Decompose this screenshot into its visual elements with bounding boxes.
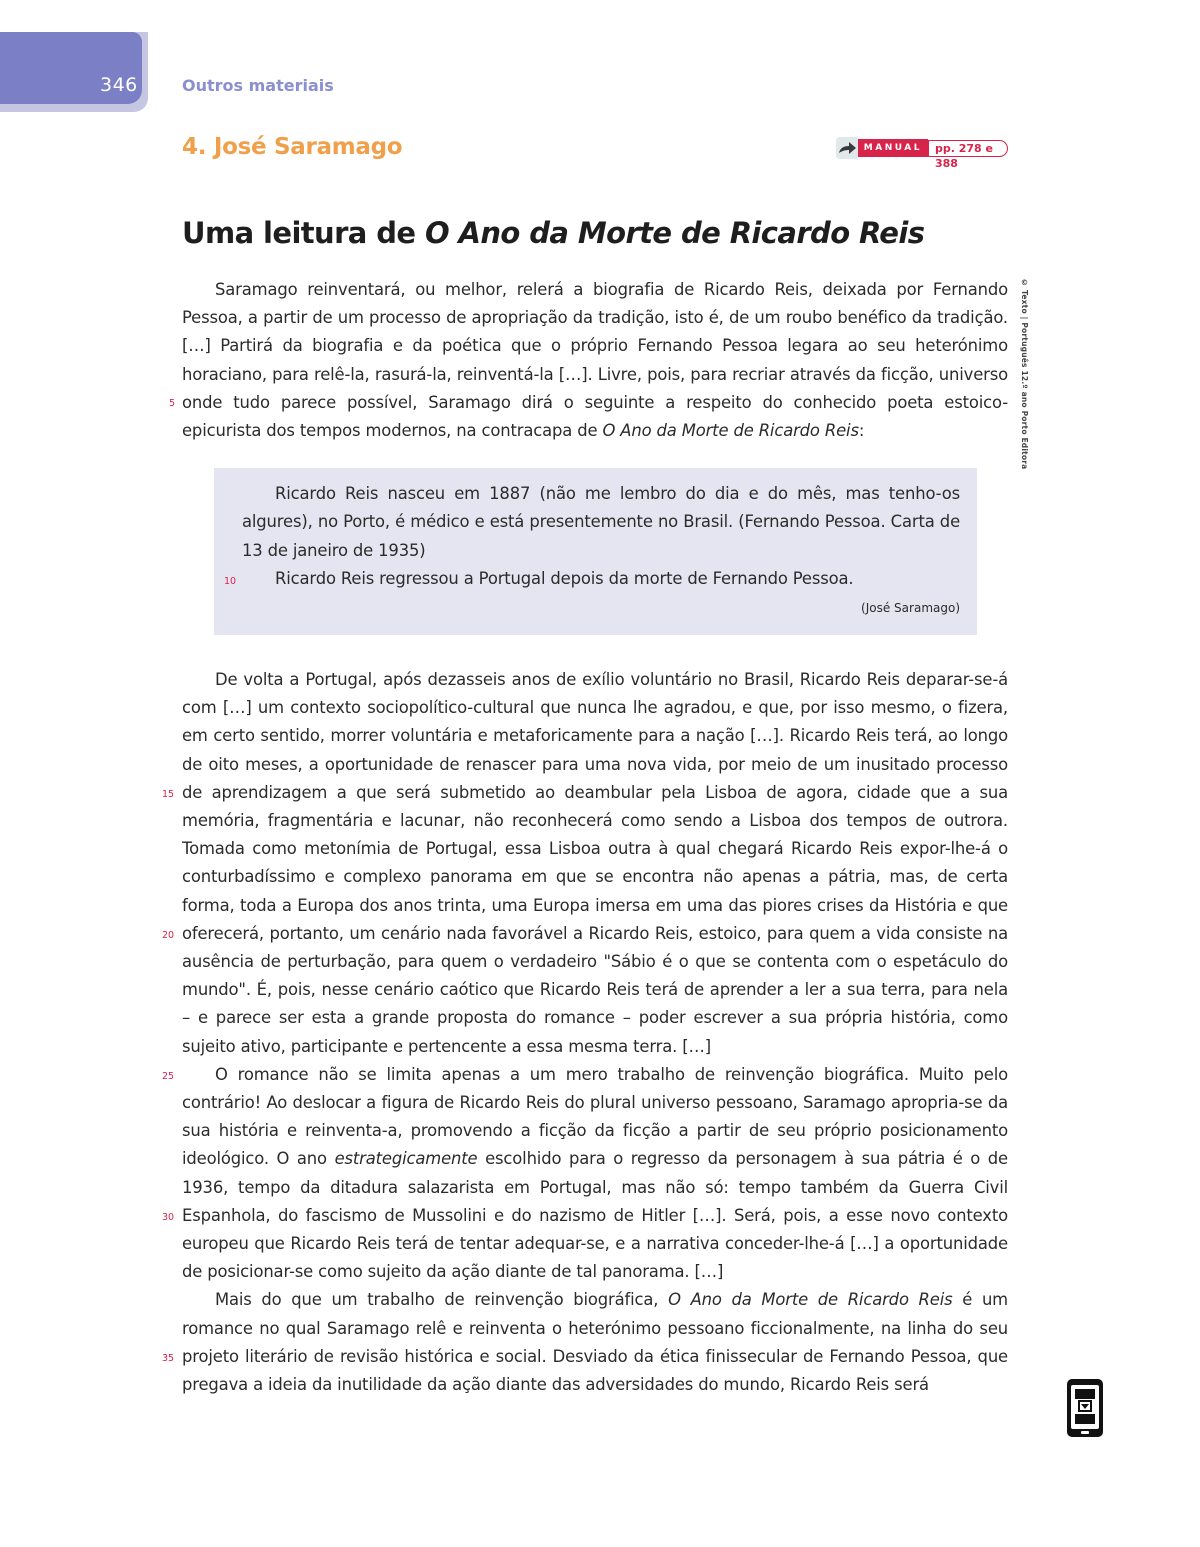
manual-label: MANUAL [858, 139, 928, 157]
paragraph-3-text: O romance não se limita apenas a um mero trabalho de reinvenção biográfica. Muito pelo contrário! Ao deslocar a figura de Ricardo Reis do plural universo pessoano, Saramago apropria-se da sua história e reinventa-a, promovendo a ficção da ficção a partir de seu próprio posicionamento ideológico. O ano [182, 1064, 1008, 1169]
line-number: 10 [224, 576, 237, 587]
paragraph-1-italic: O Ano da Morte de Ricardo Reis [602, 421, 859, 441]
paragraph-1 [182, 276, 1008, 445]
paragraph-4-start: Mais do que um trabalho de reinvenção biográfica, [215, 1290, 669, 1310]
article-title-italic: O Ano da Morte de Ricardo Reis [424, 216, 925, 250]
quote-line-1: Ricardo Reis nasceu em 1887 (não me lembro do dia e do mês, mas tenho-os algures), no Porto, é médico e está presentemente no Brasil. (Fernando Pessoa. Carta de 13 de janeiro de 1935) [242, 484, 960, 560]
chapter-title: 4. José Saramago [182, 134, 403, 160]
line-number: 15 [162, 789, 175, 800]
paragraph-2: De volta a Portugal, após dezasseis anos de exílio voluntário no Brasil, Ricardo Reis deparar-se-á com […] um contexto sociopolítico-cultural que nunca lhe agradou, e que, por isso mesmo, o fizera, em certo sentido, morrer voluntária e metaforicamente para a nação […]. Ricardo Reis terá, ao longo de oito meses, a oportunidade de renascer para uma nova vida, por meio de um inusitado processo de aprendizagem a que será submetido ao deambular pela Lisboa de agora, cidade que a sua memória, fragmentária e lacunar, não reconhecerá como sendo a Lisboa dos tempos de outrora. Tomada como metonímia de Portugal, essa Lisboa outra à qual chegará Ricardo Reis expor-lhe-á o conturbadíssimo e complexo panorama em que se encontra não apenas a pátria, mas, de certa forma, toda a Europa dos anos trinta, uma Europa imersa em uma das piores crises da História e que oferecerá, portanto, um cenário nada favorável a Ricardo Reis, estoico, para quem a vida consiste na ausência de perturbação, para quem o verdadeiro "Sábio é o que se contenta com o espetáculo do mundo". É, pois, nesse cenário caótico que Ricardo Reis terá de aprender a ler a sua terra, para nela – e parece ser esta a grande proposta do romance – poder escrever a sua própria história, como sujeito ativo, participante e pertencente a essa mesma terra. […] [182, 670, 1008, 1056]
phone-app-icon[interactable] [1066, 1378, 1104, 1438]
page-number: 346 [100, 74, 138, 96]
article-title [182, 216, 924, 250]
main-body [182, 666, 1008, 1399]
article-title-prefix: Uma leitura de [182, 216, 425, 250]
line-number: 25 [162, 1071, 175, 1082]
line-number: 20 [162, 930, 175, 941]
quote-source: (José Saramago) [861, 601, 960, 615]
line-number: 5 [169, 398, 176, 409]
paragraph-4 [182, 1286, 1008, 1399]
line-number: 30 [162, 1212, 175, 1223]
copyright-notice: © Texto | Português 12.º ano Porto Editora [1020, 278, 1029, 470]
manual-pages: pp. 278 e 388 [928, 140, 1008, 157]
arrow-right-icon [836, 137, 858, 159]
paragraph-1-text: Saramago reinventará, ou melhor, relerá a biografia de Ricardo Reis, deixada por Fernando Pessoa, a partir de um processo de apropriação da tradição, isto é, de um roubo benéfico da tradição. […] Partirá da biografia e da poética que o próprio Fernando Pessoa legara ao seu heterónimo horaciano, para relê-la, rasurá-la, reinventá-la […]. Livre, pois, para recriar através da ficção, universo onde tudo parece possível, Saramago dirá o seguinte a respeito do conhecido poeta estoico-epicurista dos tempos modernos, na contracapa de [182, 280, 1008, 441]
paragraph-3-end: escolhido para o regresso da personagem à sua pátria é o de 1936, tempo da ditadura salazarista em Portugal, mas não só: tempo também da Guerra Civil Espanhola, do fascismo de Mussolini e do nazismo de Hitler […]. Será, pois, a esse novo contexto europeu que Ricardo Reis terá de tentar adequar-se, e a narrativa conceder-lhe-á […] a oportunidade de posicionar-se como sujeito da ação diante de tal panorama. […] [182, 1149, 1008, 1282]
section-label: Outros materiais [182, 76, 334, 95]
line-number: 35 [162, 1353, 175, 1364]
quote-line-2: Ricardo Reis regressou a Portugal depois da morte de Fernando Pessoa. [275, 569, 854, 589]
paragraph-3 [182, 1061, 1008, 1287]
paragraph-1-end: : [858, 421, 865, 441]
paragraph-4-end: é um romance no qual Saramago relê e reinventa o heterónimo pessoano ficcionalmente, na linha do seu projeto literário de revisão histórica e social. Desviado da ética finissecular de Fernando Pessoa, que pregava a ideia da inutilidade da ação diante das adversidades do mundo, Ricardo Reis será [182, 1290, 1008, 1395]
manual-reference[interactable] [836, 137, 1008, 170]
paragraph-4-italic: O Ano da Morte de Ricardo Reis [668, 1290, 953, 1310]
paragraph-3-italic: estrategicamente [334, 1149, 478, 1169]
quote-text [242, 480, 960, 594]
